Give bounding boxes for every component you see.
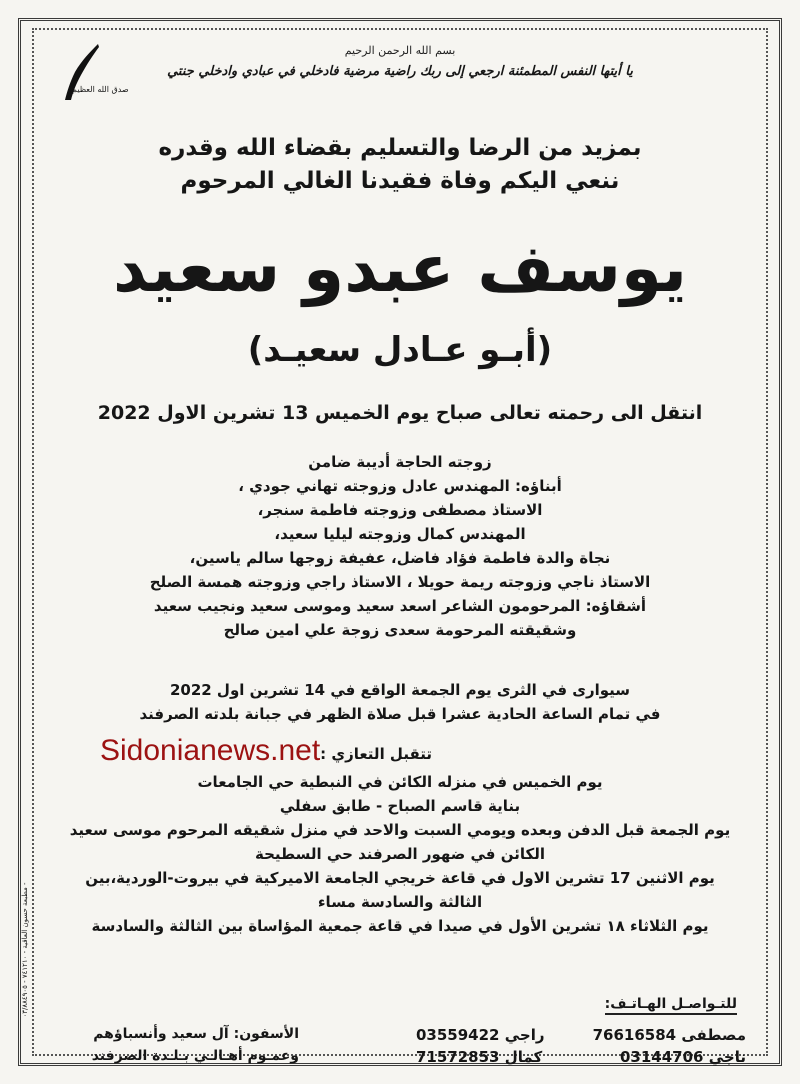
contact-name: مصطفى xyxy=(681,1026,746,1044)
contacts-list xyxy=(416,1026,746,1070)
intro-text xyxy=(36,132,764,198)
family-line: أبناؤه: المهندس عادل وزوجته تهاني جودي ، xyxy=(238,477,562,495)
mourners-line: الأسفون: آل سعيد وأنسباؤهم xyxy=(93,1026,299,1042)
mourners xyxy=(84,1026,299,1070)
quran-verse: يا أيتها النفس المطمئنة ارجعي إلى ربك راضية مرضية فادخلي في عبادي وادخلي جنتي xyxy=(167,64,633,79)
family-line: وشقيقته المرحومة سعدى زوجة علي امين صالح xyxy=(223,621,577,639)
family-line: أشقاؤه: المرحومون الشاعر اسعد سعيد وموسى سعيد ونجيب سعيد xyxy=(153,597,647,615)
contact-row xyxy=(416,1026,746,1048)
funeral-info xyxy=(36,678,764,726)
contacts-title: للتـواصـل الهـاتـف: xyxy=(605,996,737,1015)
contact-number: 03144706 xyxy=(620,1048,704,1066)
contact-entry xyxy=(620,1048,746,1070)
contact-number: 71572853 xyxy=(416,1048,500,1066)
intro-line: بمزيد من الرضا والتسليم بقضاء الله وقدره xyxy=(158,135,642,161)
contact-name: راجي xyxy=(504,1026,545,1044)
condolence-line: يوم الثلاثاء ١٨ تشرين الأول في صيدا في قاعة جمعية المؤاساة بين الثالثة والسادسة xyxy=(91,917,709,935)
deceased-nickname: (أبـو عـادل سعيـد) xyxy=(247,330,553,370)
condolence-line: يوم الجمعة قبل الدفن وبعده ويومي السبت والاحد في منزل شقيقه المرحوم موسى سعيد xyxy=(69,821,731,839)
condolences-title: تتقبل التعازي : xyxy=(320,745,432,763)
family-list xyxy=(36,450,764,642)
verse-reference: صدق الله العظيم xyxy=(72,85,129,94)
intro-line: ننعي اليكم وفاة فقيدنا الغالي المرحوم xyxy=(180,168,620,194)
contact-number: 03559422 xyxy=(416,1026,500,1044)
condolence-line: بناية قاسم الصباح - طابق سفلي xyxy=(279,797,521,815)
contact-entry xyxy=(593,1026,746,1048)
death-date-line: انتقل الى رحمته تعالى صباح يوم الخميس 13 تشرين الاول 2022 xyxy=(97,402,703,424)
mourners-line: وعمـوم أهـالـي بـلـدة الصرفند xyxy=(91,1048,299,1064)
contact-entry xyxy=(416,1026,545,1048)
family-line: الاستاذ ناجي وزوجته ريمة حويلا ، الاستاذ راجي وزوجته همسة الصلح xyxy=(149,573,651,591)
family-line: زوجته الحاجة أديبة ضامن xyxy=(308,453,492,471)
funeral-line: في تمام الساعة الحادية عشرا قبل صلاة الظهر في جبانة بلدته الصرفند xyxy=(139,705,661,723)
deceased-name: يوسف عبدو سعيد xyxy=(112,230,688,307)
site-watermark: Sidonianews.net xyxy=(100,734,321,767)
condolence-line: الثالثة والسادسة مساء xyxy=(317,893,483,911)
condolence-line: يوم الاثنين 17 تشرين الاول في قاعة خريجي الجامعة الاميركية في بيروت-الوردية،بين xyxy=(85,869,715,887)
contact-number: 76616584 xyxy=(592,1026,677,1044)
contact-row xyxy=(416,1048,746,1070)
contact-entry xyxy=(416,1048,542,1070)
printer-note-text: مطبعة حسون العاقية - ٧٤١٢١٠ - ٠٣/٨٨٤٩٠٥ - xyxy=(21,882,29,1018)
contact-name: كمال xyxy=(504,1048,543,1066)
obituary-notice xyxy=(36,32,764,1066)
family-line: الاستاذ مصطفى وزوجته فاطمة سنجر، xyxy=(257,501,543,519)
condolence-line: يوم الخميس في منزله الكائن في النبطية حي الجامعات xyxy=(197,773,603,791)
family-line: المهندس كمال وزوجته ليليا سعيد، xyxy=(274,525,526,543)
funeral-line: سيوارى في الثرى يوم الجمعة الواقع في 14 تشرين اول 2022 xyxy=(169,681,631,699)
printer-note xyxy=(14,880,32,1030)
condolence-line: الكائن في ضهور الصرفند حي السطيحة xyxy=(255,845,545,863)
basmala: بسم الله الرحمن الرحيم xyxy=(344,44,456,57)
contact-name: ناجي xyxy=(708,1048,746,1066)
family-line: نجاة والدة فاطمة فؤاد فاضل، عفيفة زوجها سالم ياسين، xyxy=(189,549,611,567)
condolences-list xyxy=(36,770,764,938)
